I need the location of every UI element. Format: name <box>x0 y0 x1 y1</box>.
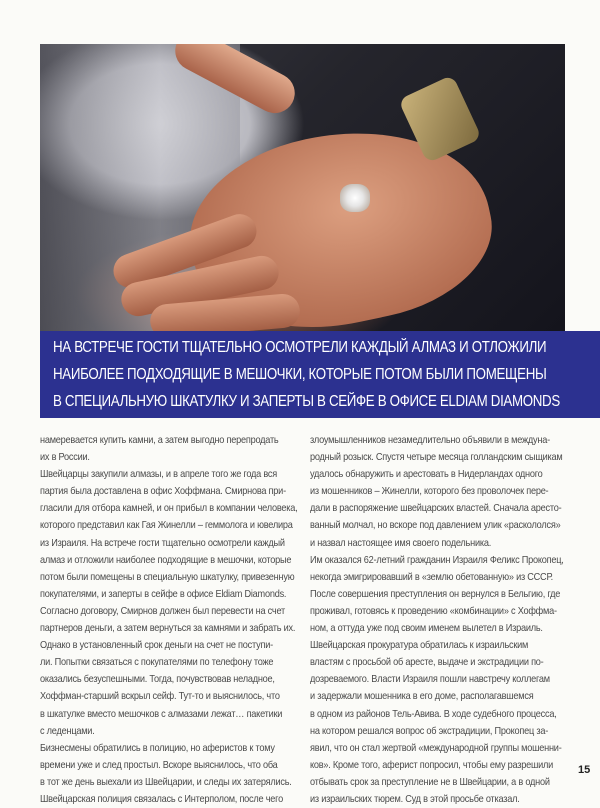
article-text-line: ном, а оттуда уже под своим именем вылетел в Израиль. <box>310 623 543 635</box>
pull-quote-line: НА ВСТРЕЧЕ ГОСТИ ТЩАТЕЛЬНО ОСМОТРЕЛИ КАЖДЫЙ АЛМАЗ И ОТЛОЖИЛИ <box>53 339 547 356</box>
article-text-line: Швейцарская прокуратура обратилась к израильским <box>310 640 529 652</box>
article-text-line: Хоффман-старший вскрыл сейф. Тут-то и выяснилось, что <box>40 691 280 703</box>
article-text-line: с леденцами. <box>40 725 95 737</box>
article-text-line: удалось обнаружить и арестовать в Нидерландах одного <box>310 469 543 481</box>
article-text-line: из израильских тюрем. Суд в этой просьбе отказал. <box>310 793 520 805</box>
article-text-line: намеревается купить камни, а затем выгодно перепродать <box>40 435 279 446</box>
article-text-line: в тот же день выехали из Швейцарии, и следы их затерялись. <box>40 776 292 788</box>
page-number: 15 <box>578 764 591 776</box>
article-text-line: родный розыск. Спустя четыре месяца голландским сыщикам <box>310 452 563 464</box>
article-text-line: в шкатулке вместо мешочков с алмазами лежат… пакетики <box>40 708 283 720</box>
article-text-line: партия была доставлена в офис Хоффмана. Смирнова при- <box>40 486 286 498</box>
photo-diamonds <box>340 184 370 212</box>
article-text-line: Швейцарцы закупили алмазы, и в апреле того же года вся <box>40 469 277 481</box>
article-text-line: Швейцарская полиция связалась с Интерполом, после чего <box>40 793 283 805</box>
article-text-line: властям с просьбой об аресте, выдаче и экстрадиции по- <box>310 657 544 669</box>
article-text-line: алмаз и отложили наиболее подходящие в мешочки, которые <box>40 554 292 566</box>
article-text-line: злоумышленников незамедлительно объявили в междуна- <box>310 435 550 446</box>
pull-quote-banner <box>40 331 600 418</box>
article-text-line: потом были помещены в специальную шкатулку, привезенную <box>40 571 295 583</box>
article-text-line: После совершения преступления он вернулся в Бельгию, где <box>310 588 561 600</box>
article-text-line: ванный молчал, но вскоре под давлением улик «раскололся» <box>310 520 561 532</box>
article-text-line: из мошенников – Жинелли, которого без проволочек пере- <box>310 486 549 498</box>
article-text-line: времени уже и след простыл. Вскоре выяснилось, что оба <box>40 759 278 771</box>
article-text-line: ков». Кроме того, аферист попросил, чтобы ему разрешили <box>310 759 554 771</box>
article-text-line: которого представил как Гая Жинелли – геммолога и ювелира <box>40 520 293 532</box>
pull-quote-line: НАИБОЛЕЕ ПОДХОДЯЩИЕ В МЕШОЧКИ, КОТОРЫЕ ПОТОМ БЫЛИ ПОМЕЩЕНЫ <box>53 366 547 383</box>
photo-hand-with-diamonds <box>40 44 565 331</box>
article-text-line: некогда эмигрировавший в «землю обетованную» из СССР. <box>310 571 553 583</box>
article-text-line: их в России. <box>40 452 90 464</box>
article-text-line: проживал, готовясь к проведению «комбинации» с Хоффма- <box>310 605 557 617</box>
article-text-line: в одном из районов Тель-Авива. В ходе судебного процесса, <box>310 708 557 720</box>
article-right-column <box>310 432 592 808</box>
article-text-line: явил, что он стал жертвой «международной группы мошенни- <box>310 742 562 754</box>
article-text-line: Бизнесмены обратились в полицию, но аферистов к тому <box>40 742 275 754</box>
article-text-line: партнеров деньги, а затем вернуться за камнями и забрать их. <box>40 623 296 635</box>
article-text-line: Согласно договору, Смирнов должен был перевести на счет <box>40 605 285 617</box>
article-text-line: на котором решался вопрос об экстрадиции, Прокопец за- <box>310 725 549 737</box>
article-text-line: отбывать срок за преступление не в Швейцарии, а в одной <box>310 776 550 788</box>
article-text-line: и задержали мошенника в его доме, располагавшемся <box>310 691 534 703</box>
article-left-column <box>40 432 326 808</box>
article-text-line: и назвал настоящее имя своего подельника. <box>310 537 492 549</box>
article-text-line: из Израиля. На встрече гости тщательно осмотрели каждый <box>40 537 285 549</box>
pull-quote-line: В СПЕЦИАЛЬНУЮ ШКАТУЛКУ И ЗАПЕРТЫ В СЕЙФЕ В ОФИСЕ ELDIAM DIAMONDS <box>53 393 560 410</box>
article-text-line: Однако в установленный срок деньги на счет не поступи- <box>40 640 273 652</box>
article-text-line: дозреваемого. Власти Израиля пошли навстречу коллегам <box>310 674 550 686</box>
article-text-line: оказались безуспешными. Тогда, почувствовав неладное, <box>40 674 275 686</box>
article-text-line: гласили для отбора камней, и он прибыл в компании человека, <box>40 503 298 515</box>
article-text-line: покупателями, и заперты в сейфе в офисе Eldiam Diamonds. <box>40 588 287 600</box>
article-text-line: Им оказался 62-летний гражданин Израиля Феликс Прокопец, <box>310 554 564 566</box>
article-text-line: ли. Попытки связаться с покупателями по телефону тоже <box>40 657 274 669</box>
article-text-line: дали в распоряжение швейцарских властей. Сначала аресто- <box>310 503 562 515</box>
